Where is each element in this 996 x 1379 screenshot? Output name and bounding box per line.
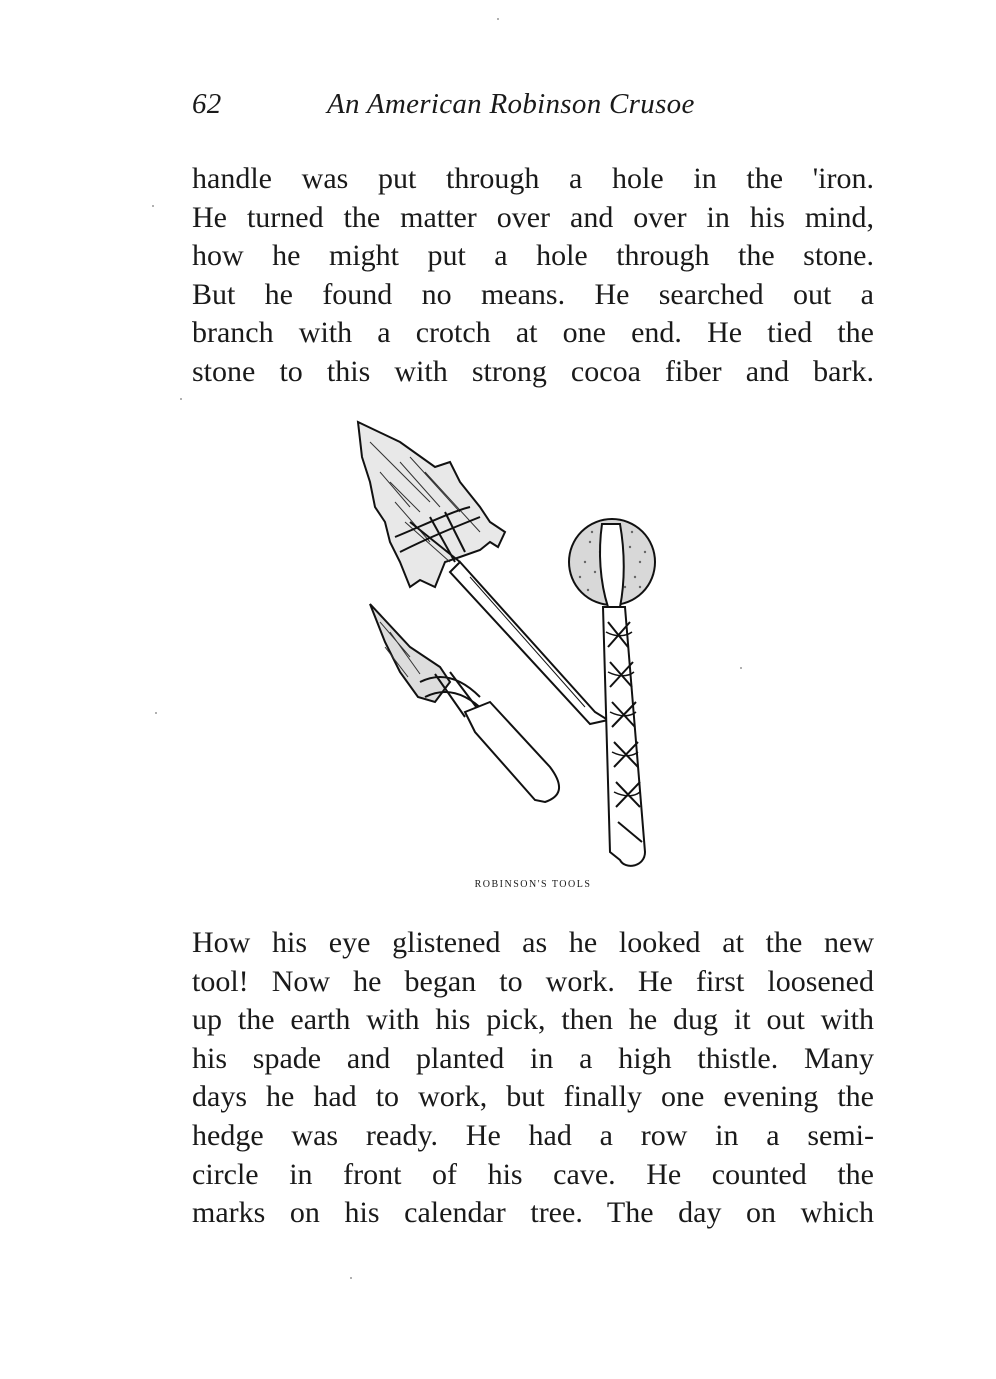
text-line: days he had to work, but finally one evening the: [192, 1080, 874, 1114]
text-line: up the earth with his pick, then he dug it out with: [192, 1003, 874, 1037]
scan-speck: [180, 398, 182, 400]
text-line: his spade and planted in a high thistle. Many: [192, 1041, 874, 1075]
text-line: how he might put a hole through the stone.: [192, 239, 874, 273]
tools-illustration: [340, 412, 670, 874]
top-paragraph: [192, 160, 874, 392]
text-line: He turned the matter over and over in his mind,: [192, 200, 874, 234]
text-line: handle was put through a hole in the 'iron.: [192, 162, 874, 195]
page-number: 62: [192, 88, 222, 120]
scan-speck: [497, 18, 499, 20]
text-line: But he found no means. He searched out a: [192, 277, 874, 311]
running-head: [192, 88, 752, 128]
scan-speck: [740, 667, 742, 669]
text-line: circle in front of his cave. He counted the: [192, 1157, 874, 1191]
stone-hammer: [569, 519, 655, 866]
text-line: stone to this with strong cocoa fiber and bark.: [192, 354, 874, 388]
text-line: How his eye glistened as he looked at the new: [192, 926, 874, 959]
figure-caption: ROBINSON'S TOOLS: [474, 879, 592, 890]
text-line: hedge was ready. He had a row in a semi-: [192, 1118, 874, 1152]
bottom-paragraph: [192, 924, 874, 1233]
spearhead-small: [370, 604, 559, 802]
scan-speck: [155, 712, 157, 714]
scan-speck: [350, 1277, 352, 1279]
running-title: An American Robinson Crusoe: [327, 88, 695, 120]
text-line: branch with a crotch at one end. He tied the: [192, 316, 874, 350]
text-line: tool! Now he began to work. He first loosened: [192, 964, 874, 998]
scan-speck: [152, 205, 154, 207]
text-line: marks on his calendar tree. The day on which: [192, 1196, 874, 1230]
